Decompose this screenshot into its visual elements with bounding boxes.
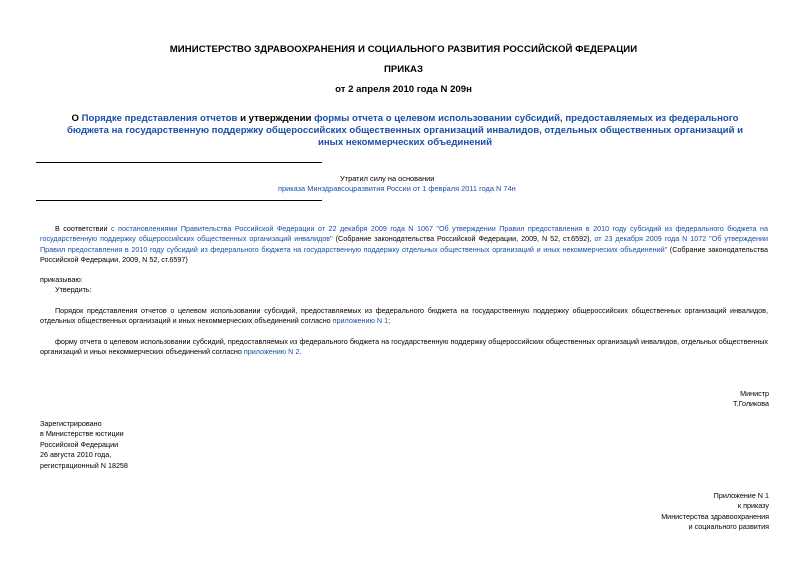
registration-line-1: Зарегистрировано bbox=[40, 419, 102, 428]
divider-top bbox=[36, 162, 322, 163]
appendix-line-1: Приложение N 1 bbox=[713, 491, 769, 500]
preamble-link-1072[interactable]: от 23 декабря 2009 года N 1072 "Об утверждении Правил предоставления в 2010 году субсидий из федерального бюджета на государственную поддержку отдельных общественных организаций и иных некоммерческих объединений" bbox=[40, 234, 768, 254]
appendix-line-4: и социального развития bbox=[688, 522, 769, 532]
appendix-2-link[interactable]: приложению N 2 bbox=[243, 347, 300, 357]
signature-position: Министр bbox=[740, 389, 769, 398]
signature-block bbox=[619, 389, 769, 410]
title-link-report-form[interactable]: формы отчета о целевом использовании субсидий, предоставляемых из федерального бюджета на государственную поддержку общероссийских общественных организаций инвалидов, отдельных общественных организаций и иных некоммерческих объединений bbox=[66, 113, 744, 148]
title-link-procedure[interactable]: Порядке представления отчетов bbox=[81, 113, 238, 124]
signature-name: Т.Голикова bbox=[732, 399, 769, 409]
preamble-text-1: В соответствии bbox=[55, 224, 111, 233]
document-type: ПРИКАЗ bbox=[384, 64, 423, 75]
registration-line-5: регистрационный N 18258 bbox=[40, 460, 128, 470]
preamble-text-2: (Собрание законодательства Российской Федерации, 2009, N 52, ст.6592), bbox=[332, 234, 595, 244]
order-item-2 bbox=[40, 337, 768, 358]
order-item-2-text: форму отчета о целевом использовании субсидий, предоставляемых из федерального бюджета на государственную поддержку общероссийских общественных организаций инвалидов, отдельных общественных организаций и иных некоммерческих объединений согласно bbox=[40, 337, 768, 357]
preamble-text-3: (Собрание законодательства Российской Федерации, 2009, N 52, ст.6597) bbox=[40, 244, 768, 264]
order-item-1-text: Порядок представления отчетов о целевом использовании субсидий, предоставляемых из федерального бюджета на государственную поддержку общероссийских общественных организаций инвалидов, отдельных общественных организаций и иных некоммерческих объединений согласно bbox=[40, 306, 768, 326]
preamble-paragraph bbox=[40, 224, 768, 265]
registration-line-2: в Министерстве юстиции bbox=[40, 429, 124, 439]
utverdit: Утвердить: bbox=[55, 285, 92, 294]
appendix-block bbox=[549, 491, 769, 533]
document-title bbox=[60, 113, 750, 149]
appendix-1-link[interactable]: приложению N 1 bbox=[332, 316, 389, 326]
title-mid: и утверждении bbox=[237, 113, 315, 124]
lost-force-note: Утратил силу на основании bbox=[340, 174, 435, 183]
lost-force-basis-link[interactable]: приказа Минздравсоцразвития России от 1 февраля 2011 года N 74н bbox=[278, 184, 516, 193]
order-item-1 bbox=[40, 306, 768, 327]
divider-bottom bbox=[36, 200, 322, 201]
appendix-line-3: Министерства здравоохранения bbox=[661, 511, 769, 521]
document-date-number: от 2 апреля 2010 года N 209н bbox=[335, 84, 472, 95]
registration-line-3: Российской Федерации bbox=[40, 439, 119, 449]
title-prefix: О bbox=[71, 113, 82, 124]
order-item-2-end: . bbox=[299, 347, 302, 357]
registration-line-4: 26 августа 2010 года, bbox=[40, 450, 112, 460]
order-item-1-end: ; bbox=[388, 316, 391, 326]
preamble-link-1067[interactable]: с постановлениями Правительства Российской Федерации от 22 декабря 2009 года N 1067 "Об утверждении Правил предоставления в 2010 году субсидий из федерального бюджета на государственную поддержку общероссийских общественных организаций инвалидов" bbox=[40, 224, 768, 244]
appendix-line-2: к приказу bbox=[737, 501, 769, 511]
ministry-heading: МИНИСТЕРСТВО ЗДРАВООХРАНЕНИЯ И СОЦИАЛЬНОГО РАЗВИТИЯ РОССИЙСКОЙ ФЕДЕРАЦИИ bbox=[169, 44, 638, 55]
prikazyvayu: приказываю: bbox=[40, 275, 83, 284]
registration-block bbox=[40, 419, 240, 471]
